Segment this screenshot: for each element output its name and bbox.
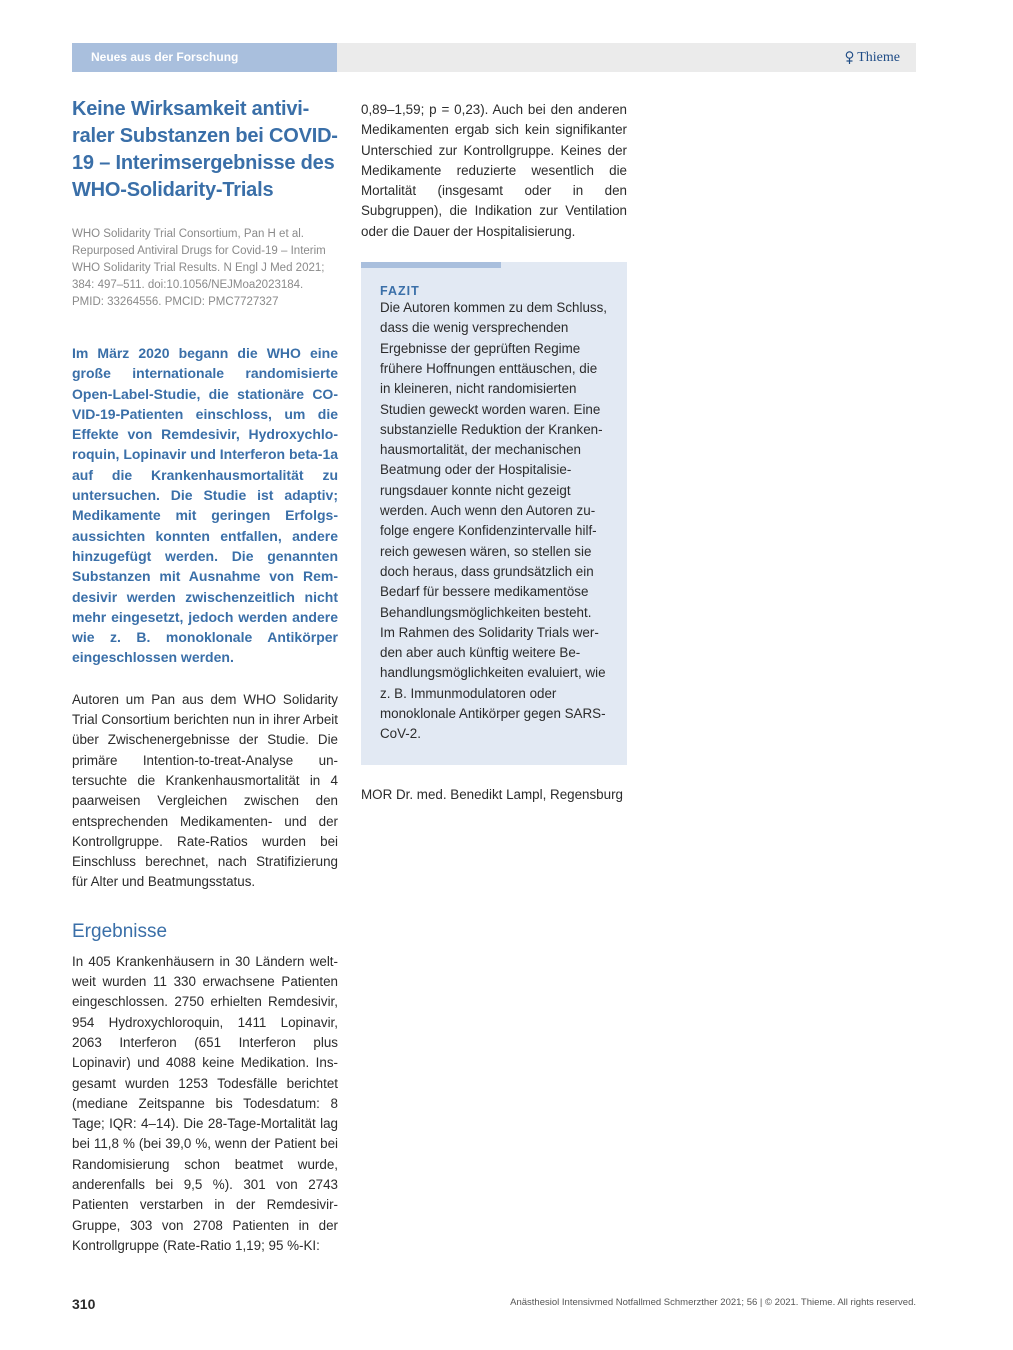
- logo-text: Thieme: [857, 50, 900, 65]
- left-column: [72, 96, 338, 1256]
- lead-paragraph: Im März 2020 begann die WHO eine große internationale randomisierte Open-Label-Studie, die stationäre COVID-19-Patienten einschloss, um die Effekte von Remdesivir, Hydroxychloroquin, Lopinavir und Interferon beta-1a auf die Krankenhausmortalität zu untersuchen. Die Studie ist adaptiv; Medikamente mit geringen Erfolgsaussichten konnten entfallen, andere hinzugefügt werden. Die genannten Substanzen mit Ausnahme von Remdesivir werden zwischenzeitlich nicht mehr eingesetzt, jedoch werden andere wie z. B. monoklonale Antikörper eingeschlossen werden.: [72, 345, 339, 666]
- page-number: 310: [72, 1296, 96, 1312]
- article-reference: WHO Solidarity Trial Consortium, Pan H et al. Repurposed Antiviral Drugs for Covid-19 – Interim WHO Solidarity Trial Results. N Engl J Med 2021; 384: 497–511. doi:10.1056/NEJMoa2023184. PMID: 33264556. PMCID: PMC7727327: [72, 228, 326, 308]
- header-bar: [337, 43, 916, 72]
- article-title: Keine Wirksamkeit antiviraler Substanzen bei COVID-19 – Interimsergebnisse des WHO-Solidarity-Trials: [72, 98, 338, 201]
- publisher-logo: [844, 50, 900, 66]
- fazit-accent-bar: [361, 262, 501, 268]
- section-heading-ergebnisse: Ergebnisse: [72, 920, 168, 942]
- right-column: [361, 100, 627, 802]
- results-continued-paragraph: 0,89–1,59; p = 0,23). Auch bei den anderen Medikamenten ergab sich kein signifikanter Unterschied zur Kontrollgruppe. Keines der Medikamente reduzierte wesentlich die Mortalität (insgesamt oder in den Subgruppen), die Indikation zur Ventilation oder die Dauer der Hospitalisierung.: [361, 102, 627, 239]
- section-label: Neues aus der Forschung: [91, 50, 239, 64]
- results-paragraph: In 405 Krankenhäusern in 30 Ländern weltweit wurden 11 330 erwachsene Patienten eingeschlossen. 2750 erhielten Remdesivir, 954 Hydroxychloroquin, 1411 Lopinavir, 2063 Interferon (651 Interferon plus Lopinavir) und 4088 keine Medikation. Insgesamt wurden 1253 Todesfälle berichtet (mediane Zeitspanne bis Todesdatum: 8 Tage; IQR: 4–14). Die 28-Tage-Mortalität lag bei 11,8 % (bei 39,0 %, wenn der Patient bei Randomisierung schon beatmet wurde, anderenfalls bei 9,5 %). 301 von 2743 Patienten verstarben in der Remdesivir-Gruppe, 303 von 2708 Patienten in der Kontrollgruppe (Rate-Ratio 1,19; 95 %-KI:: [72, 953, 338, 1253]
- footer-citation: Anästhesiol Intensivmed Notfallmed Schmerzther 2021; 56 | © 2021. Thieme. All rights reserved.: [510, 1297, 916, 1308]
- fazit-box: [361, 262, 627, 765]
- author-line: MOR Dr. med. Benedikt Lampl, Regensburg: [361, 786, 623, 802]
- thieme-icon: [844, 51, 855, 65]
- section-header-tab: [72, 43, 337, 72]
- fazit-title: FAZIT: [380, 284, 420, 299]
- fazit-text: Die Autoren kommen zu dem Schluss, dass die wenig versprechenden Ergebnisse der geprüften Regime frühere Hoffnungen enttäuschen, die in kleineren, nicht randomisierten Studien geweckt worden waren. Eine substanzielle Reduktion der Krankenhausmortalität, der mechanischen Beatmung oder der Hospitalisierungsdauer konnte nicht gezeigt werden. Auch wenn den Autoren zufolge engere Konfidenzintervalle hilfreich gewesen wären, so stellen sie doch heraus, dass grundsätzlich ein Bedarf für bessere medikamentöse Behandlungsmöglichkeiten besteht. Im Rahmen des Solidarity Trials werden aber auch künftig weitere Behandlungsmöglichkeiten evaluiert, wie z. B. Immunmodulatoren oder monoklonale Antikörper gegen SARS-CoV-2.: [380, 300, 607, 742]
- methods-paragraph: Autoren um Pan aus dem WHO Solidarity Trial Consortium berichten nun in ihrer Arbeit über Zwischenergebnisse der Studie. Die primäre Intention-to-treat-Analyse untersuchte die Krankenhausmortalität in 4 paarweisen Vergleichen zwischen den entsprechenden Medikamenten- und der Kontrollgruppe. Rate-Ratios wurden bei Einschluss berechnet, nach Stratifizierung für Alter und Beatmungsstatus.: [72, 691, 338, 890]
